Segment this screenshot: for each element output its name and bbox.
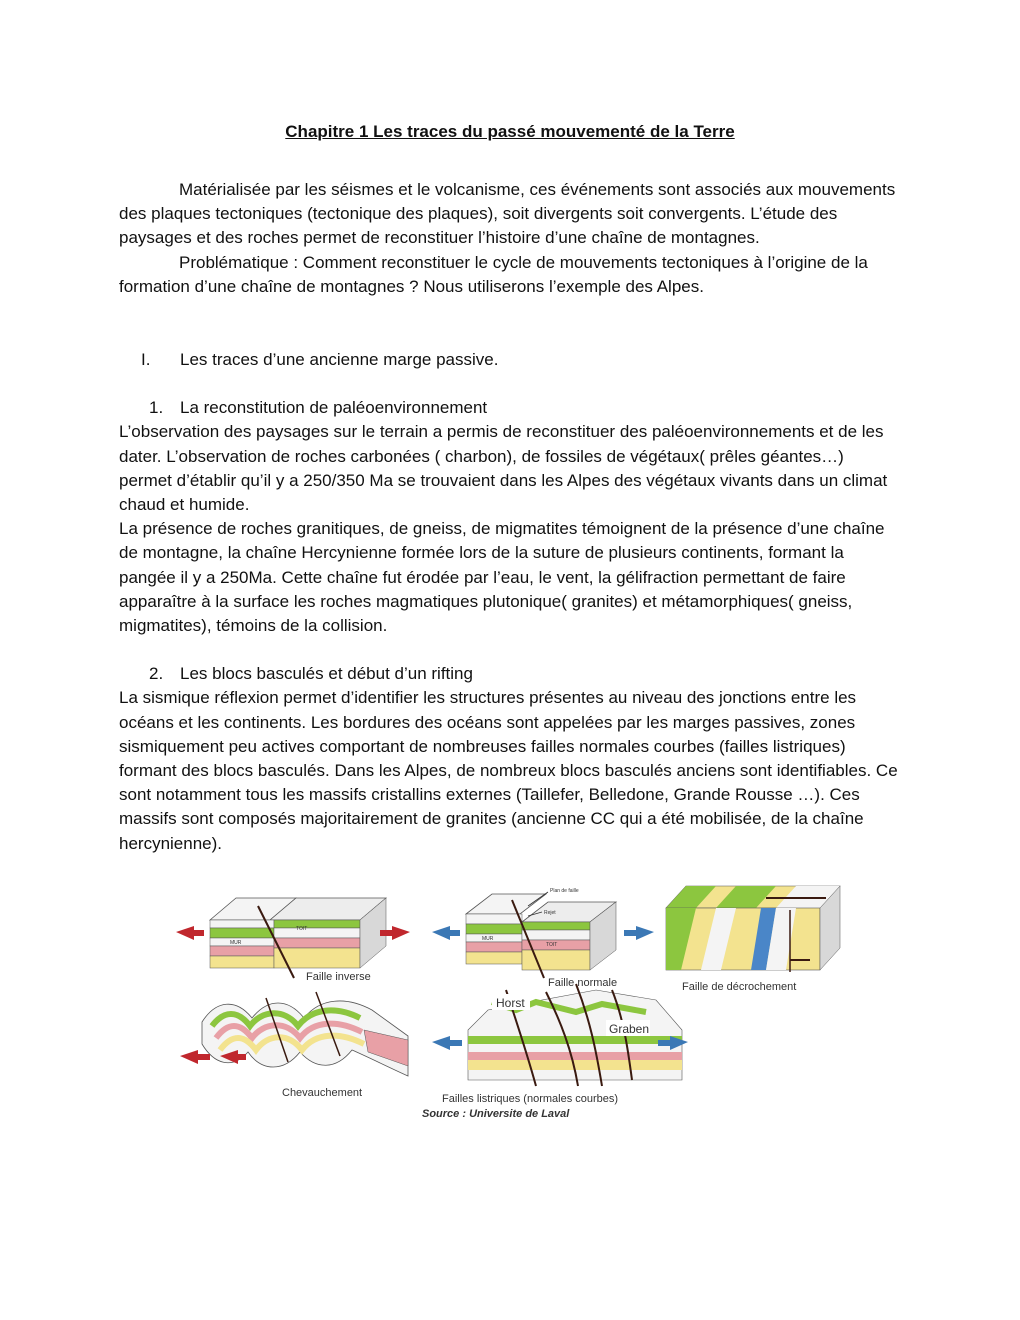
subsection-title: Les blocs basculés et début d’un rifting <box>180 664 473 684</box>
normal-fault-label: Faille normale <box>548 977 618 989</box>
section-number: I. <box>141 350 151 370</box>
subsection-number: 2. <box>149 664 164 684</box>
graben-label: Graben <box>609 1022 650 1036</box>
strike-slip-label: Faille de décrochement <box>682 981 797 993</box>
toit-label: TOIT <box>546 942 558 948</box>
throw-label: Rejet <box>544 910 556 916</box>
mur-label: MUR <box>482 936 494 942</box>
horst-label: Horst <box>496 996 525 1010</box>
fault-plane-label: Plan de faille <box>550 888 579 894</box>
fault-types-figure <box>176 880 850 1125</box>
paleo-paragraph: L’observation des paysages sur le terrain a permis de reconstituer des paléoenvironnements et de les dater. L’observation de roches carbonées ( charbon), de fossiles de végétaux( prêles géantes…) permet d’établir qu’il y a 250/350 Ma se trouvaient dans les Alpes des végétaux vivants dans un climat chaud et humide. <box>119 422 888 515</box>
reverse-fault-block <box>176 898 410 983</box>
subsection-heading-1 <box>119 396 901 420</box>
source-caption: Source : Universite de Laval <box>422 1108 570 1120</box>
toit-label: TOIT <box>296 926 308 932</box>
subsection-heading-2 <box>119 662 901 686</box>
intro-paragraph: Matérialisée par les séismes et le volcanisme, ces événements sont associés aux mouvements des plaques tectoniques (tectonique des plaques), soit divergents soit convergents. L’étude des paysages et des roches permet de reconstituer l’histoire d’une chaîne de montagnes. <box>119 180 896 248</box>
mur-label: MUR <box>230 940 242 946</box>
reverse-fault-label: Faille inverse <box>306 971 371 983</box>
thrust-block <box>180 992 408 1099</box>
problematique-paragraph: Problématique : Comment reconstituer le cycle de mouvements tectoniques à l’origine de la formation d’une chaîne de montagnes ? Nous utiliserons l’exemple des Alpes. <box>119 252 868 296</box>
subsection-number: 1. <box>149 398 164 418</box>
listric-faults-block <box>432 984 688 1105</box>
subsection-title: La reconstitution de paléoenvironnement <box>180 398 488 418</box>
chapter-title: Chapitre 1 Les traces du passé mouvementé de la Terre <box>285 122 735 141</box>
hercynian-paragraph: La présence de roches granitiques, de gneiss, de migmatites témoignent de la présence d’une chaîne de montagne, la chaîne Hercynienne formée lors de la suture de plusieurs continents, formant la pangée il y a 250Ma. Cette chaîne fut érodée par l’eau, le vent, la gélifraction permettant de faire apparaître à la surface les roches magmatiques plutonique( granites) et métamorphiques( gneiss, migmatites), témoins de la collision. <box>119 519 885 636</box>
listric-faults-label: Failles listriques (normales courbes) <box>442 1093 619 1105</box>
thrust-label: Chevauchement <box>282 1087 363 1099</box>
normal-fault-block <box>432 888 654 989</box>
section-heading <box>119 348 901 372</box>
section-title: Les traces d’une ancienne marge passive. <box>180 350 499 370</box>
rifting-paragraph: La sismique réflexion permet d’identifier les structures présentes au niveau des jonctions entre les océans et les continents. Les bordures des océans sont appelées par les marges passives, zones sismiquement peu actives comportant de nombreuses failles normales courbes (failles listriques) formant des blocs basculés. Dans les Alpes, de nombreux blocs basculés anciens sont identifiables. Ce sont notamment tous les massifs cristallins externes (Taillefer, Belledone, Grande Rousse …). Ces massifs sont composés majoritairement de granites (ancienne CC qui a été mobilisée, de la chaîne hercynienne). <box>119 688 898 853</box>
strike-slip-block <box>666 886 840 993</box>
fault-diagram <box>176 880 850 1125</box>
document-page <box>119 120 901 856</box>
